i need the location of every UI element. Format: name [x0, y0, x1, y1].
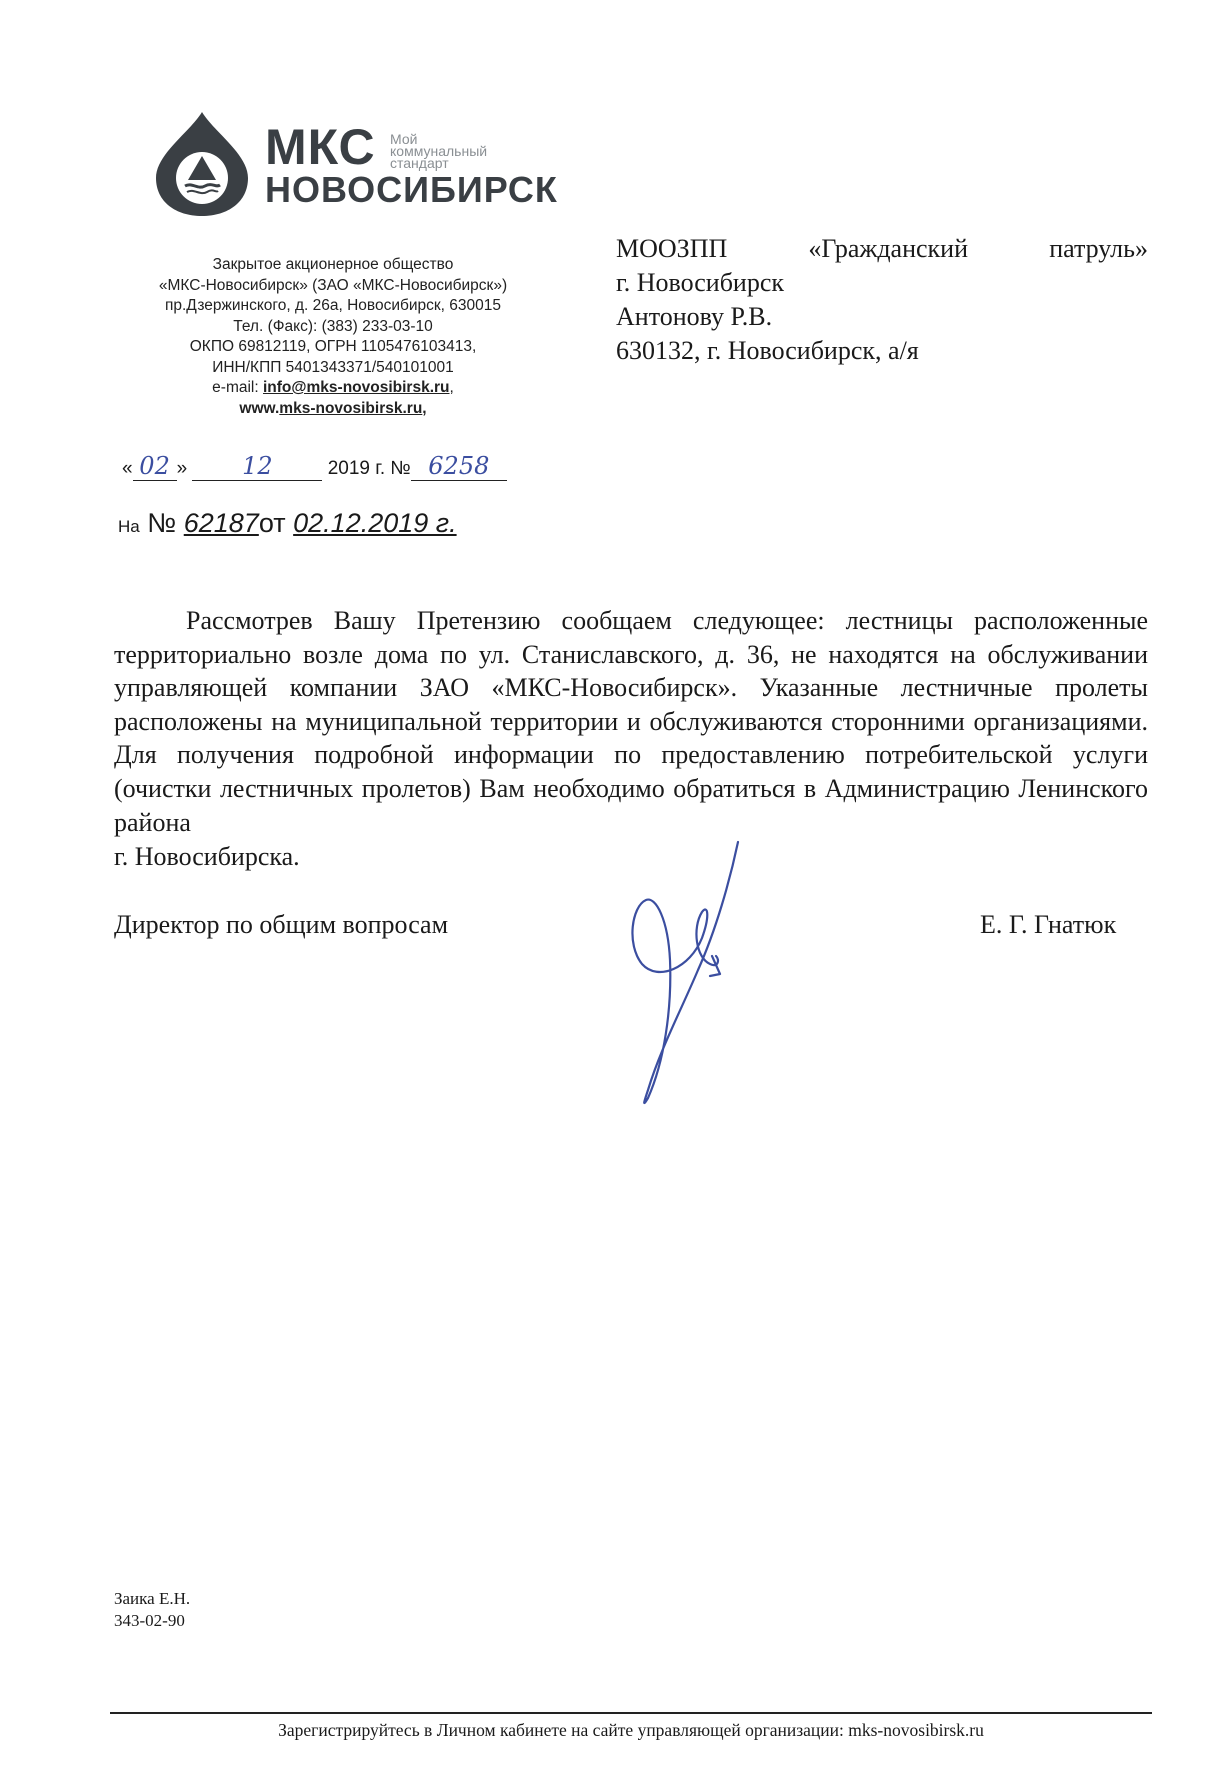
logo-tagline-line: стандарт — [390, 155, 449, 171]
email-suffix: , — [449, 379, 454, 396]
site-prefix: www. — [239, 399, 280, 417]
executor-name: Заика Е.Н. — [114, 1589, 191, 1608]
outgoing-day: 02 — [133, 452, 177, 481]
reply-date: 02.12.2019 г. — [293, 508, 457, 538]
reply-prefix: На — [118, 517, 140, 536]
water-drop-icon — [152, 110, 252, 218]
site-link[interactable]: mks-novosibirsk.ru — [279, 399, 423, 417]
executor-phone: 343-02-90 — [114, 1611, 185, 1630]
addressee-address: 630132, г. Новосибирск, а/я — [616, 336, 919, 365]
addressee-city: г. Новосибирск — [616, 268, 785, 297]
logo-tagline-line: коммунальный — [390, 143, 488, 159]
number-sign: № — [147, 508, 177, 538]
outgoing-month: 12 — [192, 452, 322, 481]
letter-body: Рассмотрев Вашу Претензию сообщаем следующее: лестницы расположенные территориально возле дома по ул. Станиславского, д. 36, не находятся на обслуживании управляющей компании ЗАО «МКС-Новосибирск». Указанные лестничные пролеты расположены на муниципальной территории и обслуживаются сторонними организациями. Для получения подробной информации по предоставлению потребительской услуги (очистки лестничных пролетов) Вам необходимо обратиться в Администрацию Ленинского района — [114, 606, 1148, 837]
company-line: Тел. (Факс): (383) 233-03-10 — [233, 317, 433, 335]
addressee-block — [616, 232, 1148, 368]
company-line: ОКПО 69812119, ОГРН 1105476103413, — [189, 338, 477, 355]
company-line: ИНН/КПП 5401343371/540101001 — [212, 358, 454, 376]
open-quote: « — [122, 458, 133, 479]
company-line: пр.Дзержинского, д. 26а, Новосибирск, 630015 — [164, 297, 502, 314]
footer-divider — [110, 1712, 1152, 1714]
addressee-org-part: патруль» — [1049, 234, 1148, 263]
logo-tagline — [390, 133, 487, 169]
addressee-org — [616, 232, 1148, 266]
reply-from: от — [258, 508, 286, 538]
executor-info — [114, 1588, 190, 1632]
letter-body-last-line: г. Новосибирска. — [114, 842, 300, 871]
logo-city: НОВОСИБИРСК — [265, 169, 558, 210]
close-quote: » — [176, 458, 188, 479]
logo-tagline-line: Мой — [390, 131, 418, 147]
company-details — [148, 255, 518, 419]
outgoing-year-label: 2019 г. № — [327, 458, 411, 479]
addressee-org-part: МООЗПП — [616, 234, 728, 263]
signatory-position: Директор по общим вопросам — [114, 910, 449, 939]
logo-name: МКС — [265, 119, 376, 175]
company-site-line — [148, 399, 518, 420]
footer-note: Зарегистрируйтесь в Личном кабинете на сайте управляющей организации: mks-novosibirsk.ru — [278, 1720, 984, 1740]
addressee-org-part: «Гражданский — [808, 234, 969, 263]
handwritten-signature — [620, 840, 750, 1110]
reply-to-line — [118, 508, 457, 539]
addressee-person: Антонову Р.В. — [616, 302, 773, 331]
signatory-name: Е. Г. Гнатюк — [980, 910, 1117, 939]
reply-number: 62187 — [183, 508, 259, 538]
company-line: «МКС-Новосибирск» (ЗАО «МКС-Новосибирск») — [158, 276, 508, 294]
email-link[interactable]: info@mks-novosibirsk.ru — [263, 379, 450, 396]
company-email-line — [148, 378, 518, 399]
outgoing-number: 6258 — [411, 452, 507, 481]
company-line: Закрытое акционерное общество — [212, 256, 454, 273]
email-label: e-mail: — [212, 379, 263, 396]
site-suffix: , — [422, 399, 427, 417]
outgoing-number-line — [122, 452, 507, 481]
